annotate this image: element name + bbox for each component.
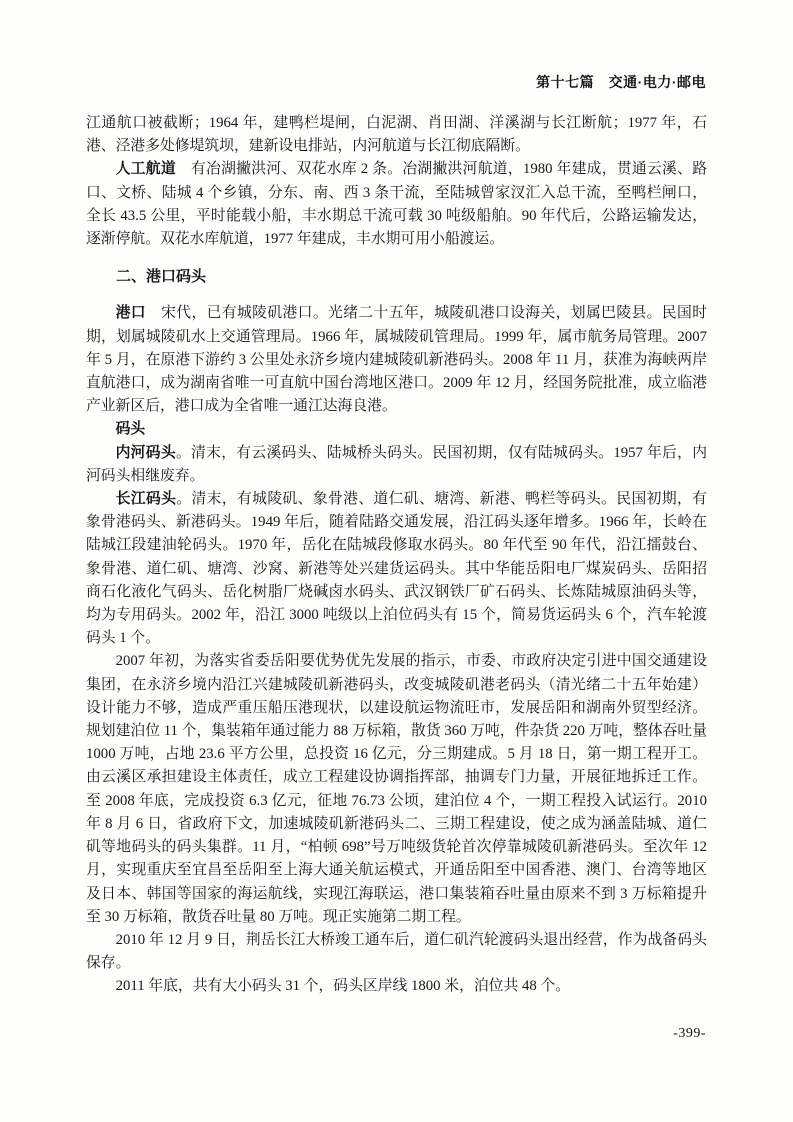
- page-number-text: -399-: [673, 1026, 706, 1041]
- running-header: [86, 72, 706, 92]
- subheading-wharves: [86, 418, 707, 441]
- paragraph-inland-wharves: [86, 442, 707, 488]
- paragraph-yangtze-wharves: [86, 488, 707, 650]
- term-artificial-waterway-label: 人工航道: [115, 161, 176, 178]
- yangtze-wharves-text: 。清末，有城陵矶、象骨港、道仁矶、塘湾、新港、鸭栏等码头。民国初期，有象骨港码头、新港码头。1949 年后，随着陆路交通发展，沿江码头逐年增多。1966 年，长岭在陆城江段建油轮码头。1970 年，岳化在陆城段修取水码头。80 年代至 90 年代，沿江擂鼓台、象骨港、道仁矶、塘湾、沙窝、新港等处兴建货运码头。其中华能岳阳电厂煤炭码头、岳阳招商石化液化气码头、岳化树脂厂烧碱卤水码头、武汉钢铁厂矿石码头、长炼陆城原油码头等，均为专用码头。2002 年，沿江 3000 吨级以上泊位码头有 15 个，简易货运码头 6 个，汽车轮渡码头 1 个。: [86, 491, 707, 647]
- running-header-title: 第十七篇 交通·电力·邮电: [536, 74, 706, 90]
- term-yangtze-wharves-label: 长江码头: [115, 491, 177, 508]
- paragraph-port: [86, 302, 707, 418]
- page-body: [86, 112, 707, 999]
- inland-wharves-text: 。清末，有云溪码头、陆城桥头码头。民国初期，仅有陆城码头。1957 年后，内河码头相继废弃。: [86, 444, 707, 484]
- section-heading-ports-wharves: 二、港口码头: [116, 268, 207, 286]
- port-text: 宋代，已有城陵矶港口。光绪二十五年，城陵矶港口设海关，划属巴陵县。民国时期，划属城陵矶水上交通管理局。1966 年，属城陵矶管理局。1999 年，属市航务局管理。2007 年 5 月，在原港下游约 3 公里处永济乡境内建城陵矶新港码头。2008 年 11 月，获准为海峡两岸直航港口，成为湖南省唯一可直航中国台湾地区港口。2009 年 12 月，经国务院批准，成立临港产业新区后，港口成为全省唯一通江达海良港。: [86, 305, 707, 415]
- paragraph-2010-bridge: 2010 年 12 月 9 日，荆岳长江大桥竣工通车后，道仁矶汽轮渡码头退出经营，作为战备码头保存。: [86, 931, 707, 972]
- term-inland-wharves-label: 内河码头: [115, 444, 176, 461]
- artificial-waterway-text: 有冶湖撇洪河、双花水库 2 条。冶湖撇洪河航道，1980 年建成，贯通云溪、路口、文桥、陆城 4 个乡镇，分东、南、西 3 条干流，至陆城曾家汊汇入总干流，至鸭栏闸口，全长 43.5 公里，平时能载小船，丰水期总干流可载 30 吨级船舶。90 年代后，公路运输发达，逐渐停航。双花水库航道，1977 年建成，丰水期可用小船渡运。: [86, 161, 707, 248]
- paragraph-artificial-waterway: [86, 158, 707, 251]
- page-number: [86, 1026, 706, 1042]
- paragraph-continuation: 江通航口被截断；1964 年，建鸭栏堤闸，白泥湖、肖田湖、洋溪湖与长江断航；1977 年，石港、泾港多处修堤筑坝，建新设电排站，内河航道与长江彻底隔断。: [86, 115, 707, 155]
- paragraph-2011-summary: 2011 年底，共有大小码头 31 个，码头区岸线 1800 米，泊位共 48 个。: [115, 978, 571, 995]
- term-wharves-label: 码头: [115, 421, 146, 438]
- paragraph-2007-new-port: 2007 年初，为落实省委岳阳要优势优先发展的指示，市委、市政府决定引进中国交通建设集团，在永济乡境内沿江兴建城陵矶新港码头，改变城陵矶港老码头（清光绪二十五年始建）设计能力不够，造成严重压船压港现状，以建设航运物流旺市，发展岳阳和湖南外贸型经济。规划建泊位 11 个，集装箱年通过能力 88 万标箱，散货 360 万吨，件杂货 220 万吨，整体吞吐量 1000 万吨，占地 23.6 平方公里，总投资 16 亿元，分三期建成。5 月 18 日，第一期工程开工。由云溪区承担建设主体责任，成立工程建设协调指挥部，抽调专门力量，开展征地拆迁工作。至 2008 年底，完成投资 6.3 亿元，征地 76.73 公顷，建泊位 4 个，一期工程投入试运行。2010 年 8 月 6 日，省政府下文，加速城陵矶新港码头二、三期工程建设，使之成为涵盖陆城、道仁矶等地码头的码头集群。11 月，“柏顿 698”号万吨级货轮首次停靠城陵矶新港码头。至次年 12 月，实现重庆至宜昌至岳阳至上海大通关航运模式，开通岳阳至中国香港、澳门、台湾等地区及日本、韩国等国家的海运航线，实现江海联运，港口集装箱吞吐量由原来不到 3 万标箱提升至 30 万标箱，散货吞吐量 80 万吨。现正实施第二期工程。: [86, 653, 707, 925]
- term-port-label: 港口: [115, 305, 146, 322]
